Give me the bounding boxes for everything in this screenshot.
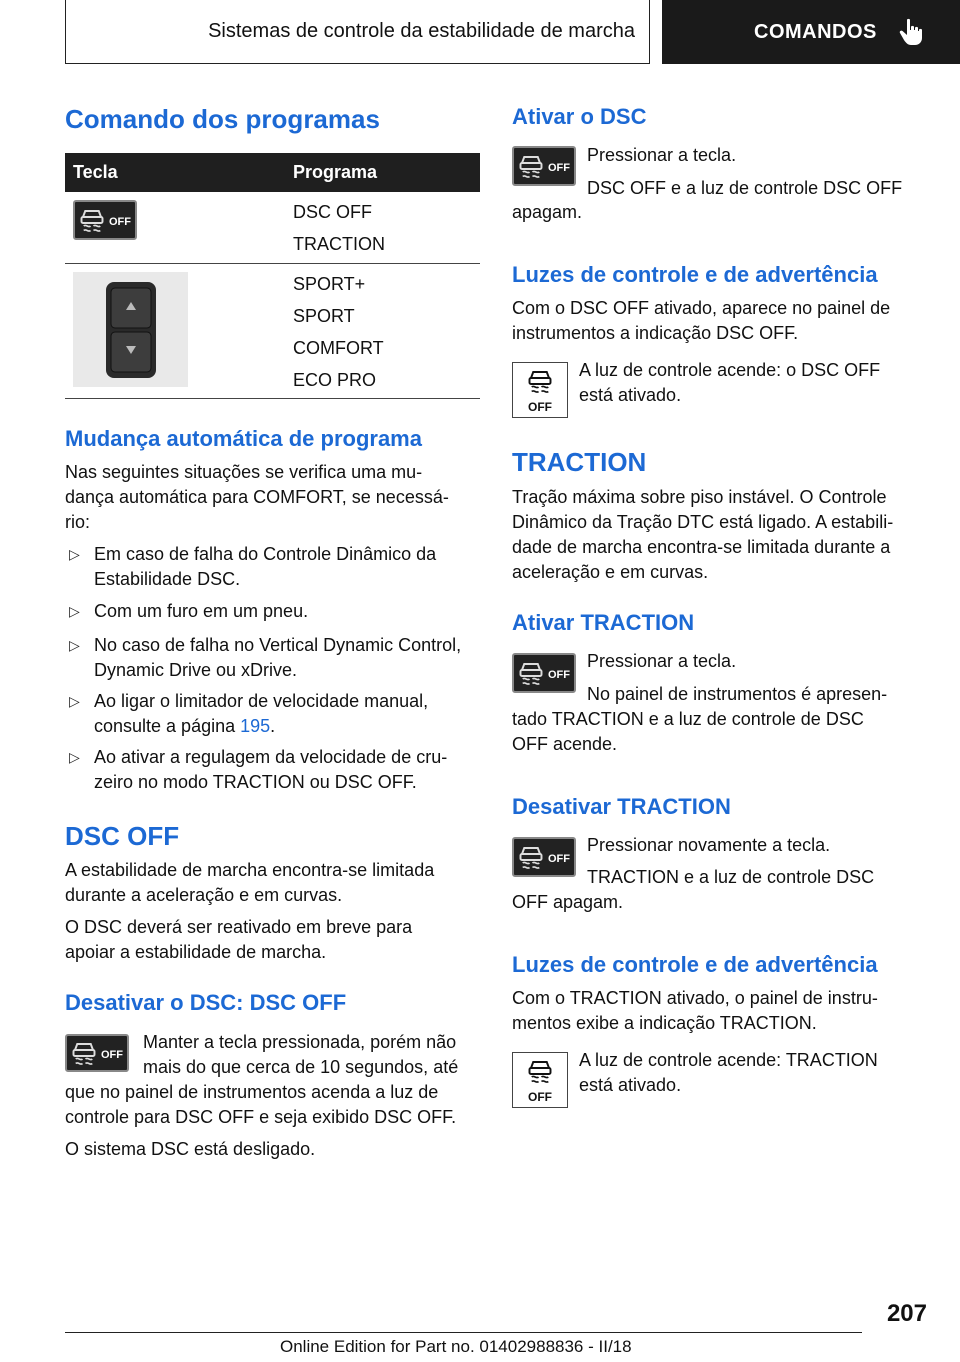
triangle-bullet-icon: ▷ xyxy=(69,603,80,619)
program-sport-plus: SPORT+ xyxy=(293,274,366,294)
triangle-bullet-icon: ▷ xyxy=(69,749,80,765)
dsc-off-key-icon xyxy=(65,1034,129,1072)
footer-divider xyxy=(65,1332,862,1333)
chapter-title: Sistemas de controle da estabilidade de marcha xyxy=(208,20,635,42)
lights-paragraph-1: Com o DSC OFF ativado, aparece no painel de instrumentos a indicação DSC OFF. xyxy=(512,298,891,343)
dsc-off-key-icon xyxy=(512,653,576,693)
activate-dsc-heading: Ativar o DSC xyxy=(512,104,647,129)
section-label: COMANDOS xyxy=(754,20,877,43)
deactivate-traction-heading: Desativar TRACTION xyxy=(512,794,731,819)
activate-traction-step2: No painel de instrumentos é apresen- xyxy=(587,684,888,704)
key-off-text: OFF xyxy=(109,216,131,228)
table-header xyxy=(65,153,480,192)
deactivate-traction-step2: TRACTION e a luz de controle DSC xyxy=(587,867,875,887)
dsc-off-paragraph: A estabilidade de marcha encontra-se limitada durante a aceleração e em curvas. xyxy=(65,860,435,905)
auto-change-intro: Nas seguintes situações se verifica uma mu- dança automática para COMFORT, se necessá- rio: xyxy=(65,462,449,532)
dsc-off-heading: DSC OFF xyxy=(65,821,180,851)
deactivate-traction-step2-cont: OFF apagam. xyxy=(512,892,624,912)
page-number: 207 xyxy=(886,1300,927,1327)
program-comfort: COMFORT xyxy=(293,338,384,358)
pointing-hand-icon xyxy=(899,18,925,46)
svg-text:OFF: OFF xyxy=(101,1049,123,1061)
activate-traction-step2-end: OFF acende. xyxy=(512,734,618,754)
lights-heading-2: Luzes de controle e de advertência xyxy=(512,952,878,977)
lights-paragraph-2: Com o TRACTION ativado, o painel de instru- mentos exibe a indicação TRACTION. xyxy=(512,988,878,1033)
svg-text:OFF: OFF xyxy=(548,162,570,174)
svg-text:OFF: OFF xyxy=(548,853,570,865)
deactivate-dsc-heading: Desativar o DSC: DSC OFF xyxy=(65,990,347,1015)
programs-heading: Comando dos programas xyxy=(65,104,380,134)
lamp-text-1: A luz de controle acende: o DSC OFF está ativado. xyxy=(579,360,881,405)
table-row xyxy=(65,192,480,264)
activate-traction-step2-cont: tado TRACTION e a luz de controle de DSC xyxy=(512,709,864,729)
auto-change-heading: Mudança automática de programa xyxy=(65,426,422,451)
programs-table xyxy=(65,153,480,399)
lights-heading-1: Luzes de controle e de advertência xyxy=(512,262,878,287)
col-program-header: Programa xyxy=(293,162,378,182)
activate-dsc-step2: DSC OFF e a luz de controle DSC OFF xyxy=(587,178,903,198)
page-link[interactable]: 195 xyxy=(240,716,271,736)
dsc-off-key-icon xyxy=(512,146,576,186)
traction-heading: TRACTION xyxy=(512,447,647,477)
traction-indicator-icon xyxy=(512,1052,568,1108)
table-row xyxy=(65,264,480,399)
dsc-off-key-icon xyxy=(73,200,137,240)
activate-dsc-step2-cont: apagam. xyxy=(512,202,583,222)
triangle-bullet-icon: ▷ xyxy=(69,546,80,562)
dsc-off-indicator-icon xyxy=(512,362,568,418)
dsc-off-key-icon xyxy=(512,837,576,877)
footer-edition: Online Edition for Part no. 01402988836 - II/18 xyxy=(280,1337,632,1356)
program-dsc-off: DSC OFF xyxy=(293,202,372,222)
lamp-text-2: A luz de controle acende: TRACTION está ativado. xyxy=(579,1050,878,1095)
traction-paragraph: Tração máxima sobre piso instável. O Controle Dinâmico da Tração DTC está ligado. A estabili- dade de marcha encontra-se limitada durante a aceleração e em curvas. xyxy=(512,487,894,582)
program-eco-pro: ECO PRO xyxy=(293,370,377,390)
triangle-bullet-icon: ▷ xyxy=(69,693,80,709)
program-sport: SPORT xyxy=(293,306,355,326)
activate-dsc-step1: Pressionar a tecla. xyxy=(587,145,737,165)
chapter-header xyxy=(65,0,650,64)
deactivate-dsc-text: Manter a tecla pressionada, porém não mais do que cerca de 10 segundos, até xyxy=(143,1032,459,1077)
section-tab[interactable] xyxy=(662,0,960,64)
dsc-off-paragraph-2: O DSC deverá ser reativado em breve para apoiar a estabilidade de marcha. xyxy=(65,917,413,962)
svg-text:OFF: OFF xyxy=(528,400,552,414)
deactivate-traction-step1: Pressionar novamente a tecla. xyxy=(587,835,831,855)
svg-text:OFF: OFF xyxy=(548,669,570,681)
driving-experience-switch-icon xyxy=(73,272,188,387)
svg-text:OFF: OFF xyxy=(528,1090,552,1104)
triangle-bullet-icon: ▷ xyxy=(69,637,80,653)
dsc-disabled-text: O sistema DSC está desligado. xyxy=(65,1139,316,1159)
activate-traction-heading: Ativar TRACTION xyxy=(512,610,695,635)
program-traction: TRACTION xyxy=(293,234,385,254)
deactivate-dsc-text-cont: que no painel de instrumentos acenda a luz de controle para DSC OFF e seja exibido DSC OFF. xyxy=(65,1082,457,1127)
col-key-header: Tecla xyxy=(73,162,118,182)
activate-traction-step1: Pressionar a tecla. xyxy=(587,651,737,671)
